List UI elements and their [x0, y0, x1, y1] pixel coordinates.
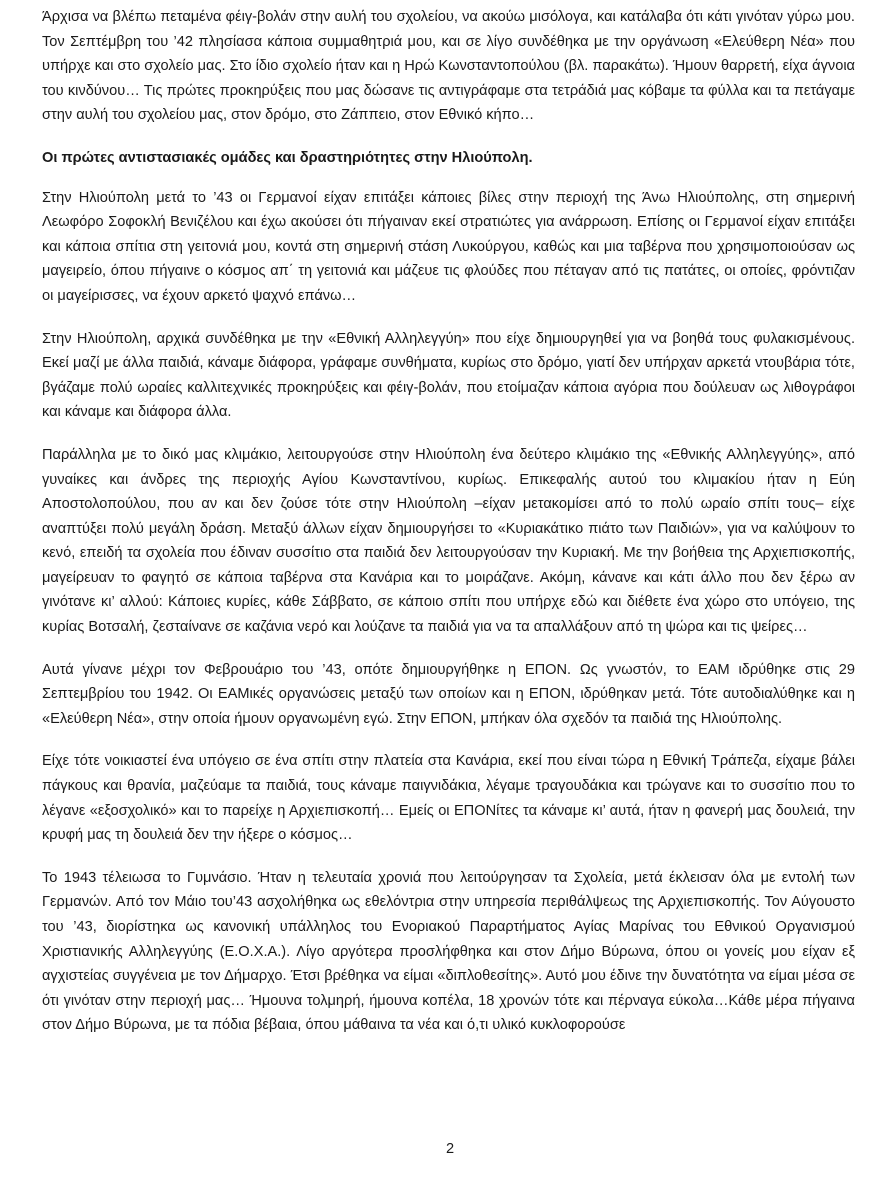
paragraph-gymnasium-1943: Το 1943 τέλειωσα το Γυμνάσιο. Ήταν η τελευταία χρονιά που λειτούργησαν τα Σχολεία, μετά έκλεισαν όλα με εντολή των Γερμανών. Από τον Μάιο του’43 ασχολήθηκα ως εθελόντρια στην υπηρεσία περιθάλψεως της Αρχιεπισκοπής. Τον Αύγουστο του ’43, διορίστηκα ως κανονική υπάλληλος του Ενοριακού Παραρτήματος Αγίας Μαρίνας του Εθνικού Οργανισμού Χριστιανικής Αλληλεγγύης (Ε.Ο.Χ.Α.). Λίγο αργότερα προσλήφθηκα και στον Δήμο Βύρωνα, όπου οι γονείς μου είχαν εξ αγχιστείας συγγένεια με τον Δήμαρχο. Έτσι βρέθηκα να είμαι «διπλοθεσίτης». Αυτό μου έδινε την δυνατότητα να είμαι μέσα σε ότι γινόταν στην περιοχή μας… Ήμουνα τολμηρή, ήμουνα κοπέλα, 18 χρονών τότε και πέρναγα εύκολα…Κάθε μέρα πήγαινα στον Δήμο Βύρωνα, με τα πόδια βέβαια, όπου μάθαινα τα νέα και ό,τι υλικό κυκλοφορούσε [42, 869, 855, 1034]
paragraph-basement-school: Είχε τότε νοικιαστεί ένα υπόγειο σε ένα σπίτι στην πλατεία στα Κανάρια, εκεί που είναι τώρα η Εθνική Τράπεζα, είχαμε βάλει πάγκους και θρανία, μαζεύαμε τα παιδιά, τους κάναμε παιγνιδάκια, λέγαμε τραγουδάκια και τρώγανε και το συσσίτιο που το λέγανε «εξοσχολικό» και το παρείχε η Αρχιεπισκοπή… Εμείς οι ΕΠΟΝίτες τα κάναμε κι’ αυτά, ήταν η φανερή μας δουλειά, την κρυφή μας τη δουλειά δεν την ήξερε ο κόσμος… [42, 753, 855, 844]
section-heading: Οι πρώτες αντιστασιακές ομάδες και δραστηριότητες στην Ηλιούπολη. [42, 149, 533, 166]
paragraph-second-branch: Παράλληλα με το δικό μας κλιμάκιο, λειτουργούσε στην Ηλιούπολη ένα δεύτερο κλιμάκιο της «Εθνικής Αλληλεγγύης», από γυναίκες και άνδρες της περιοχής Αγίου Κωνσταντίνου, κυρίως. Επικεφαλής αυτού του κλιμακίου ήταν η Εύη Αποστολοπούλου, που αν και δεν ζούσε τότε στην Ηλιούπολη –είχαν μετακομίσει από το πολύ ωραίο σπίτι τους– είχε αναπτύξει πολύ μεγάλη δράση. Μεταξύ άλλων είχαν δημιουργήσει το «Κυριακάτικο πιάτο των Παιδιών», για να καλύψουν το κενό, επειδή τα σχολεία που έδιναν συσσίτιο στα παιδιά δεν λειτουργούσαν την Κυριακή. Με την βοήθεια της Αρχιεπισκοπής, μαγείρευαν το φαγητό σε κάποια ταβέρνα στα Κανάρια και το μοιράζανε. Ακόμη, κάνανε και κάτι άλλο που δεν ξέρω αν γινότανε κι’ αλλού: Κάποιες κυρίες, κάθε Σάββατο, σε κάποιο σπίτι που υπήρχε εδώ και διέθετε ένα χώρο στο υπόγειο, της κυρίας Βοτσαλή, ζεσταίνανε σε καζάνια νερό και λούζανε τα παιδιά για να τα απαλλάξουν από τη ψώρα και τις ψείρες… [42, 446, 855, 636]
page-number: 2 [445, 1141, 455, 1157]
paragraph-epon-founding: Αυτά γίνανε μέχρι τον Φεβρουάριο του ’43, οπότε δημιουργήθηκε η ΕΠΟΝ. Ως γνωστόν, το ΕΑΜ ιδρύθηκε στις 29 Σεπτεμβρίου του 1942. Οι ΕΑΜικές οργανώσεις μεταξύ των οποίων και η ΕΠΟΝ, ιδρύθηκαν μετά. Τότε αυτοδιαλύθηκε και η «Ελεύθερη Νέα», στην οποία ήμουν οργανωμένη εγώ. Στην ΕΠΟΝ, μπήκαν όλα σχεδόν τα παιδιά της Ηλιούπολης. [42, 661, 855, 727]
paragraph-national-solidarity: Στην Ηλιούπολη, αρχικά συνδέθηκα με την «Εθνική Αλληλεγγύη» που είχε δημιουργηθεί για να βοηθά τους φυλακισμένους. Εκεί μαζί με άλλα παιδιά, κάναμε διάφορα, γράφαμε συνθήματα, κυρίως στο δρόμο, γιατί δεν υπήρχαν αρκετά ντουβάρια τότε, βγάζαμε πολύ ωραίες καλλιτεχνικές προκηρύξεις και φέιγ-βολάν, που ετοίμαζαν κάποια αγόρια που δούλευαν ως λιθογράφοι και κάναμε και διάφορα άλλα. [42, 330, 855, 421]
paragraph-german-villas: Στην Ηλιούπολη μετά το ’43 οι Γερμανοί είχαν επιτάξει κάποιες βίλες στην περιοχή της Άνω Ηλιούπολης, στη σημερινή Λεωφόρο Σοφοκλή Βενιζέλου και έχω ακούσει ότι πήγαιναν εκεί στρατιώτες για ανάρρωση. Επίσης οι Γερμανοί είχαν επιτάξει και κάποια σπίτια στη γειτονιά μου, κοντά στη σημερινή στάση Λυκούργου, καθώς και μια ταβέρνα που χρησιμοποιούσαν ως μαγειρείο, όπου πήγαινε ο κόσμος απ΄ τη γειτονιά και μάζευε τις φλούδες που πέταγαν από τις πατάτες, οι οποίες, φρόντιζαν οι μαγείρισσες, να έχουν αρκετό ψαχνό επάνω… [42, 189, 855, 304]
paragraph-intro: Άρχισα να βλέπω πεταμένα φέιγ-βολάν στην αυλή του σχολείου, να ακούω μισόλογα, και κατάλαβα ότι κάτι γινόταν γύρω μου. Τον Σεπτέμβρη του ’42 πλησίασα κάποια συμμαθητριά μου, και σε λίγο συνδέθηκα με την οργάνωση «Ελεύθερη Νέα» που υπήρχε και στο σχολείο μας. Στο ίδιο σχολείο ήταν και η Ηρώ Κωνσταντοπούλου (βλ. παρακάτω). Ήμουν θαρρετή, είχα άγνοια του κινδύνου… Τις πρώτες προκηρύξεις που μας δώσανε τις αντιγράφαμε στα τετράδιά μας κόβαμε τα φύλλα και τα πετάγαμε στην αυλή του σχολείου μας, στον δρόμο, στο Ζάππειο, στον Εθνικό κήπο… [42, 9, 855, 124]
document-page [42, 5, 855, 1056]
